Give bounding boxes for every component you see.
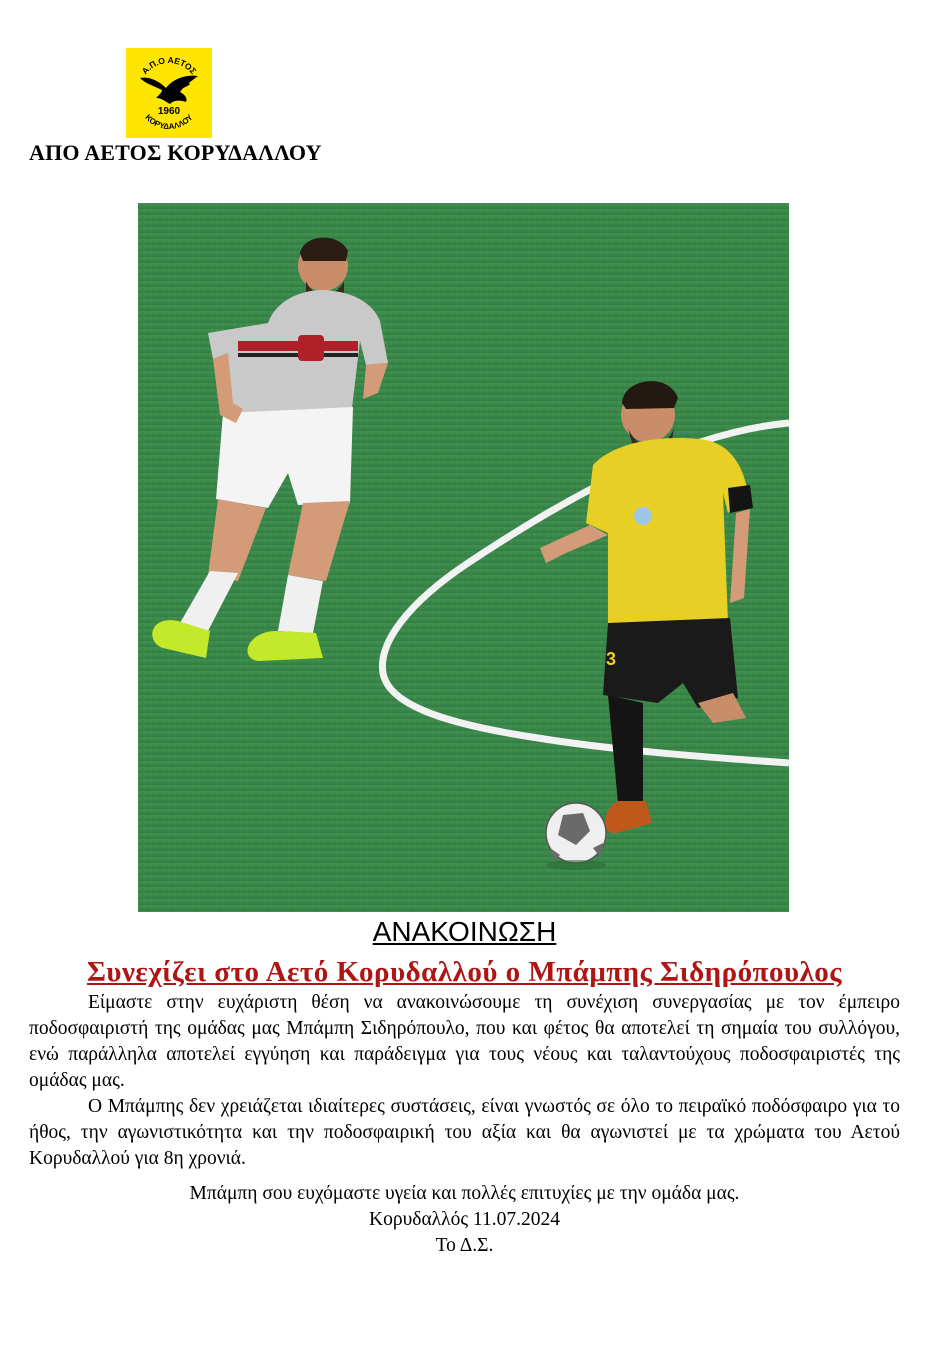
logo-year: 1960	[157, 106, 181, 117]
opponent-badge-icon	[298, 335, 324, 361]
match-photo	[138, 203, 789, 912]
sponsor-badge-icon	[634, 507, 652, 525]
announcement-title: ΑΝΑΚΟΙΝΩΣΗ	[372, 916, 557, 947]
club-name: ΑΠΟ ΑΕΤΟΣ ΚΟΡΥΔΑΛΛΟΥ	[29, 140, 322, 165]
logo-bottom-text: ΚΟΡΥΔΑΛΛΟΥ	[143, 112, 195, 132]
headline: Συνεχίζει στο Αετό Κορυδαλλού ο Μπάμπης Σιδηρόπουλος	[86, 956, 843, 988]
signature: Το Δ.Σ.	[435, 1235, 494, 1256]
captain-armband	[728, 485, 753, 513]
shirt-number: 3	[606, 649, 617, 669]
body-paragraph: Ο Μπάμπης δεν χρειάζεται ιδιαίτερες συστάσεις, είναι γνωστός σε όλο το πειραϊκό ποδόσφαιρο για το ήθος, την αγωνιστικότητα και την ποδοσφαιρική του αξία και θα αγωνιστεί με τα χρώματα του Αετού Κορυδαλλού για 8η χρονιά.	[29, 1096, 900, 1169]
club-logo	[126, 48, 212, 138]
closing-wish: Μπάμπη σου ευχόμαστε υγεία και πολλές επιτυχίες με την ομάδα μας.	[189, 1183, 740, 1204]
logo-top-text: Α.Π.Ο ΑΕΤΟΣ	[139, 54, 199, 77]
body-paragraph: Είμαστε στην ευχάριστη θέση να ανακοινώσουμε τη συνέχιση συνεργασίας με τον έμπειρο ποδοσφαιριστή της ομάδας μας Μπάμπη Σιδηρόπουλο, που και φέτος θα αποτελεί τη σημαία του συλλόγου, ενώ παράλληλα αποτελεί εγγύηση και παράδειγμα για τους νέους και ταλαντούχους ποδοσφαιριστές της ομάδας μας.	[29, 992, 900, 1091]
announcement-body	[29, 990, 900, 1172]
place-date: Κορυδαλλός 11.07.2024	[369, 1209, 560, 1230]
